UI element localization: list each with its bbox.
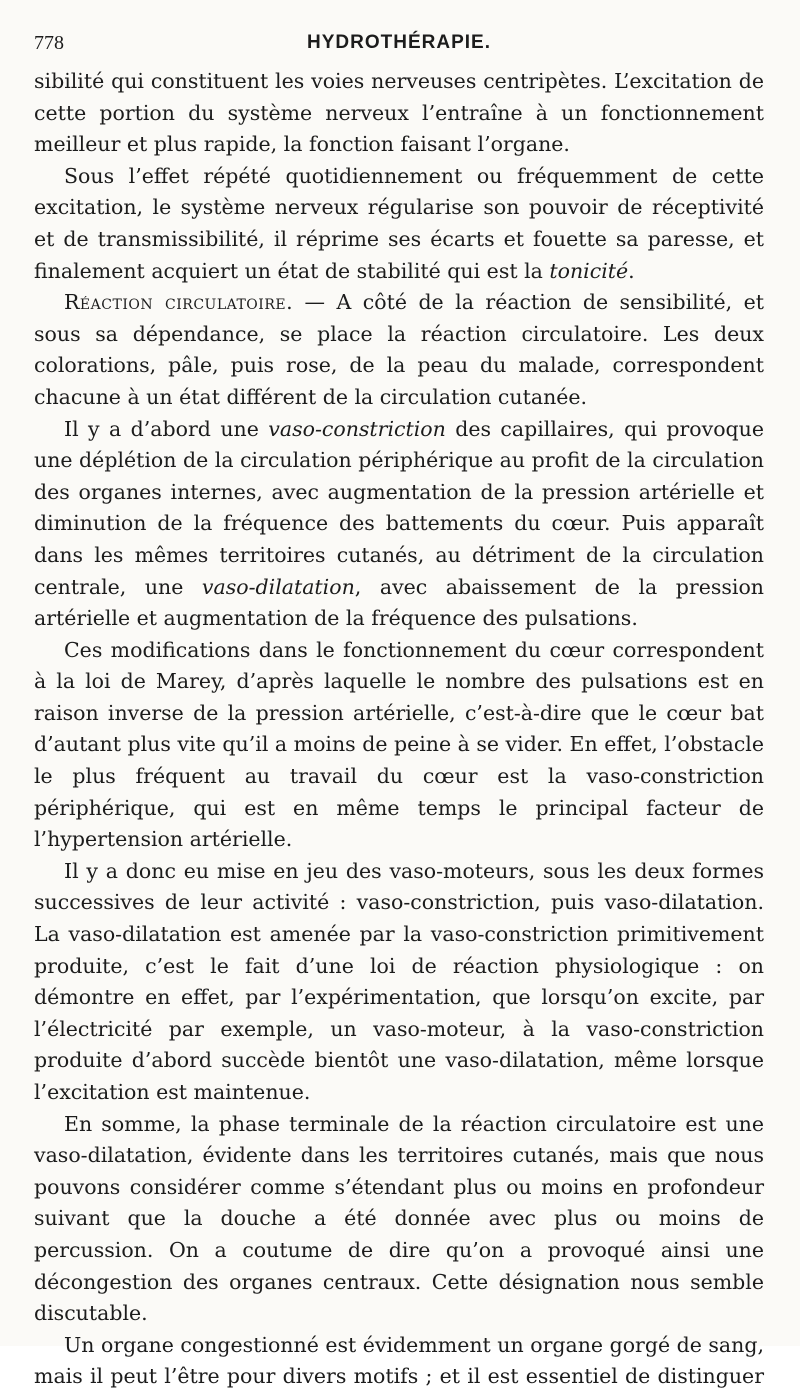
paragraph-text: En somme, la phase terminale de la réaction circulatoire est une vaso-dilatation, évidente dans les territoires cutanés, mais que nous pouvons considérer comme s’étendant plus ou moins en profondeur suivant que la douche a été donnée avec plus ou moins de percussion. On a coutume de dire qu’on a provoqué ainsi une décongestion des organes centraux. Cette désignation nous semble discutable.: [34, 1111, 764, 1326]
paragraph-tonicite: [34, 161, 764, 287]
paragraph-vaso-constriction: [34, 414, 764, 635]
paragraph-loi-de-marey: [34, 635, 764, 856]
paragraph-text: Il y a d’abord une: [64, 416, 269, 441]
paragraph-text: .: [628, 258, 635, 283]
paragraph-text: Ces modifications dans le fonctionnement du cœur correspondent à la loi de Marey, d’après laquelle le nombre des pulsations est en raison inverse de la pression artérielle, c’est-à-dire que le cœur bat d’autant plus vite qu’il a moins de peine à se vider. En effet, l’obstacle le plus fréquent au travail du cœur est la vaso-constriction périphérique, qui est en même temps le principal facteur de l’hypertension artérielle.: [34, 637, 764, 852]
paragraph-text: Il y a donc eu mise en jeu des vaso-moteurs, sous les deux formes successives de leur activité : vaso-constriction, puis vaso-dilatation. La vaso-dilatation est amenée par la vaso-constriction primitivement produite, c’est le fait d’une loi de réaction physiologique : on démontre en effet, par l’expérimentation, que lorsqu’on excite, par l’électricité par exemple, un vaso-moteur, à la vaso-constriction produite d’abord succède bientôt une vaso-dilatation, même lorsque l’excitation est maintenue.: [34, 858, 764, 1104]
paragraph-continuation: [34, 66, 764, 161]
paragraph-text: des capillaires, qui provoque une déplétion de la circulation périphérique au profit de la circulation des organes internes, avec augmentation de la pression artérielle et diminution de la fréquence des battements du cœur. Puis apparaît dans les mêmes territoires cutanés, au détriment de la circulation centrale, une: [34, 416, 765, 599]
body-text: [34, 66, 764, 1393]
running-title: HYDROTHÉRAPIE.: [307, 32, 491, 53]
paragraph-organe-congestionne: [34, 1330, 764, 1393]
paragraph-text: sibilité qui constituent les voies nerveuses centripètes. L’excitation de cette portion du système nerveux l’entraîne à un fonctionnement meilleur et plus rapide, la fonction faisant l’organe.: [34, 69, 764, 157]
page-header: [34, 32, 764, 58]
paragraph-text: , avec abaissement de la pression artérielle et augmentation de la fréquence des pulsations.: [34, 574, 764, 631]
italic-term: tonicité: [549, 258, 629, 283]
italic-term: vaso-constriction: [268, 416, 446, 441]
paragraph-en-somme: [34, 1109, 764, 1330]
paragraph-vaso-moteurs: [34, 856, 764, 1109]
page-number: 778: [34, 32, 64, 54]
paragraph-text: — A côté de la réaction de sensibilité, et sous sa dépendance, se place la réaction circulatoire. Les deux colorations, pâle, puis rose, de la peau du malade, correspondent chacune à un état différent de la circulation cutanée.: [34, 290, 764, 409]
section-heading: Réaction circulatoire.: [64, 290, 294, 315]
italic-term: vaso-dilatation: [201, 574, 355, 599]
paragraph-text: Un organe congestionné est évidemment un organe gorgé de sang, mais il peut l’être pour divers motifs ; et il est essentiel de distinguer: [34, 1332, 764, 1389]
paragraph-text: Sous l’effet répété quotidiennement ou fréquemment de cette excitation, le système nerveux régularise son pouvoir de réceptivité et de transmissibilité, il réprime ses écarts et fouette sa paresse, et finalement acquiert un état de stabilité qui est la: [34, 163, 764, 283]
paragraph-reaction-circulatoire: [34, 287, 764, 413]
